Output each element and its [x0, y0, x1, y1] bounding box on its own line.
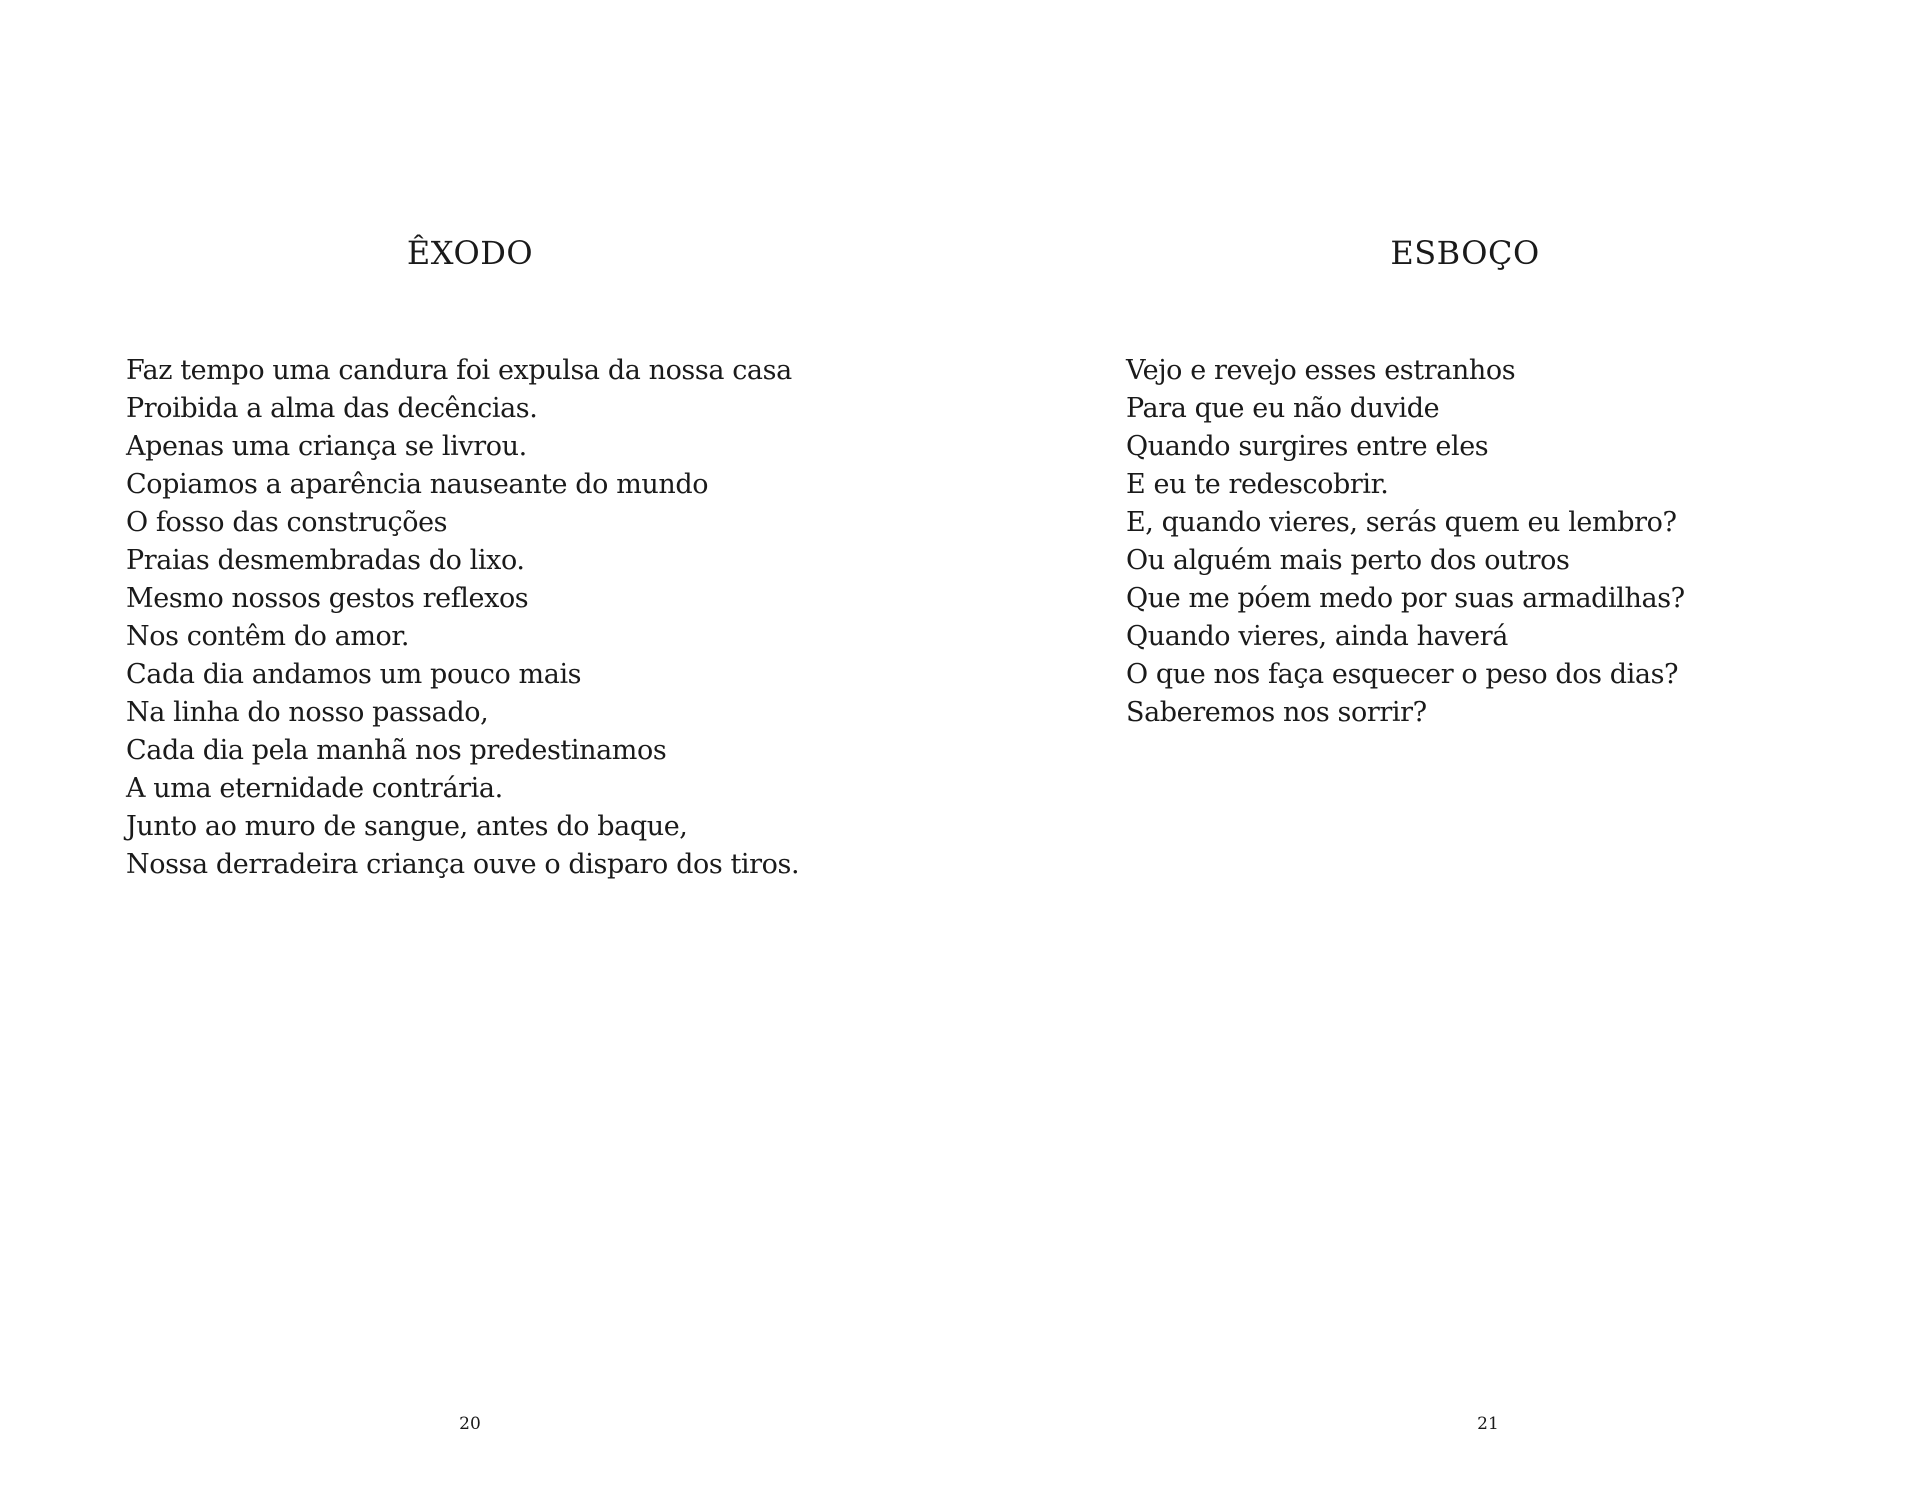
verse-line: Para que eu não duvide — [1126, 393, 1440, 424]
verse-line: Praias desmembradas do lixo. — [126, 545, 525, 576]
verse-line: Vejo e revejo esses estranhos — [1126, 355, 1516, 386]
verse-line: O que nos faça esquecer o peso dos dias? — [1126, 659, 1679, 690]
verse-line: Quando surgires entre eles — [1126, 431, 1489, 462]
verse-line: Que me póem medo por suas armadilhas? — [1126, 583, 1685, 614]
verse-line: Faz tempo uma candura foi expulsa da nossa casa — [126, 355, 792, 386]
verse-line: E eu te redescobrir. — [1126, 469, 1389, 500]
verse-line: Cada dia andamos um pouco mais — [126, 659, 582, 690]
poem-title-exodo: ÊXODO — [406, 234, 534, 272]
verse-line: Nossa derradeira criança ouve o disparo dos tiros. — [126, 849, 800, 880]
verse-line: Copiamos a aparência nauseante do mundo — [126, 469, 709, 500]
verse-line: Ou alguém mais perto dos outros — [1126, 545, 1570, 576]
verse-line: E, quando vieres, serás quem eu lembro? — [1126, 507, 1677, 538]
page-number-right: 21 — [1477, 1414, 1499, 1434]
verse-line: Quando vieres, ainda haverá — [1126, 621, 1508, 652]
verse-line: Proibida a alma das decências. — [126, 393, 538, 424]
verse-line: Nos contêm do amor. — [126, 621, 410, 652]
verse-line: Mesmo nossos gestos reflexos — [126, 583, 529, 614]
page-number-left: 20 — [459, 1414, 481, 1434]
verse-line: Saberemos nos sorrir? — [1126, 697, 1427, 728]
poem-title-esboco: ESBOÇO — [1390, 234, 1540, 272]
verse-line: Na linha do nosso passado, — [126, 697, 489, 728]
poem-verses-exodo — [126, 352, 799, 884]
verse-line: Apenas uma criança se livrou. — [126, 431, 527, 462]
verse-line: Junto ao muro de sangue, antes do baque, — [126, 811, 688, 842]
verse-line: A uma eternidade contrária. — [126, 773, 503, 804]
right-page — [960, 0, 1920, 1493]
poem-verses-esboco — [1126, 352, 1685, 732]
verse-line: O fosso das construções — [126, 507, 448, 538]
verse-line: Cada dia pela manhã nos predestinamos — [126, 735, 667, 766]
